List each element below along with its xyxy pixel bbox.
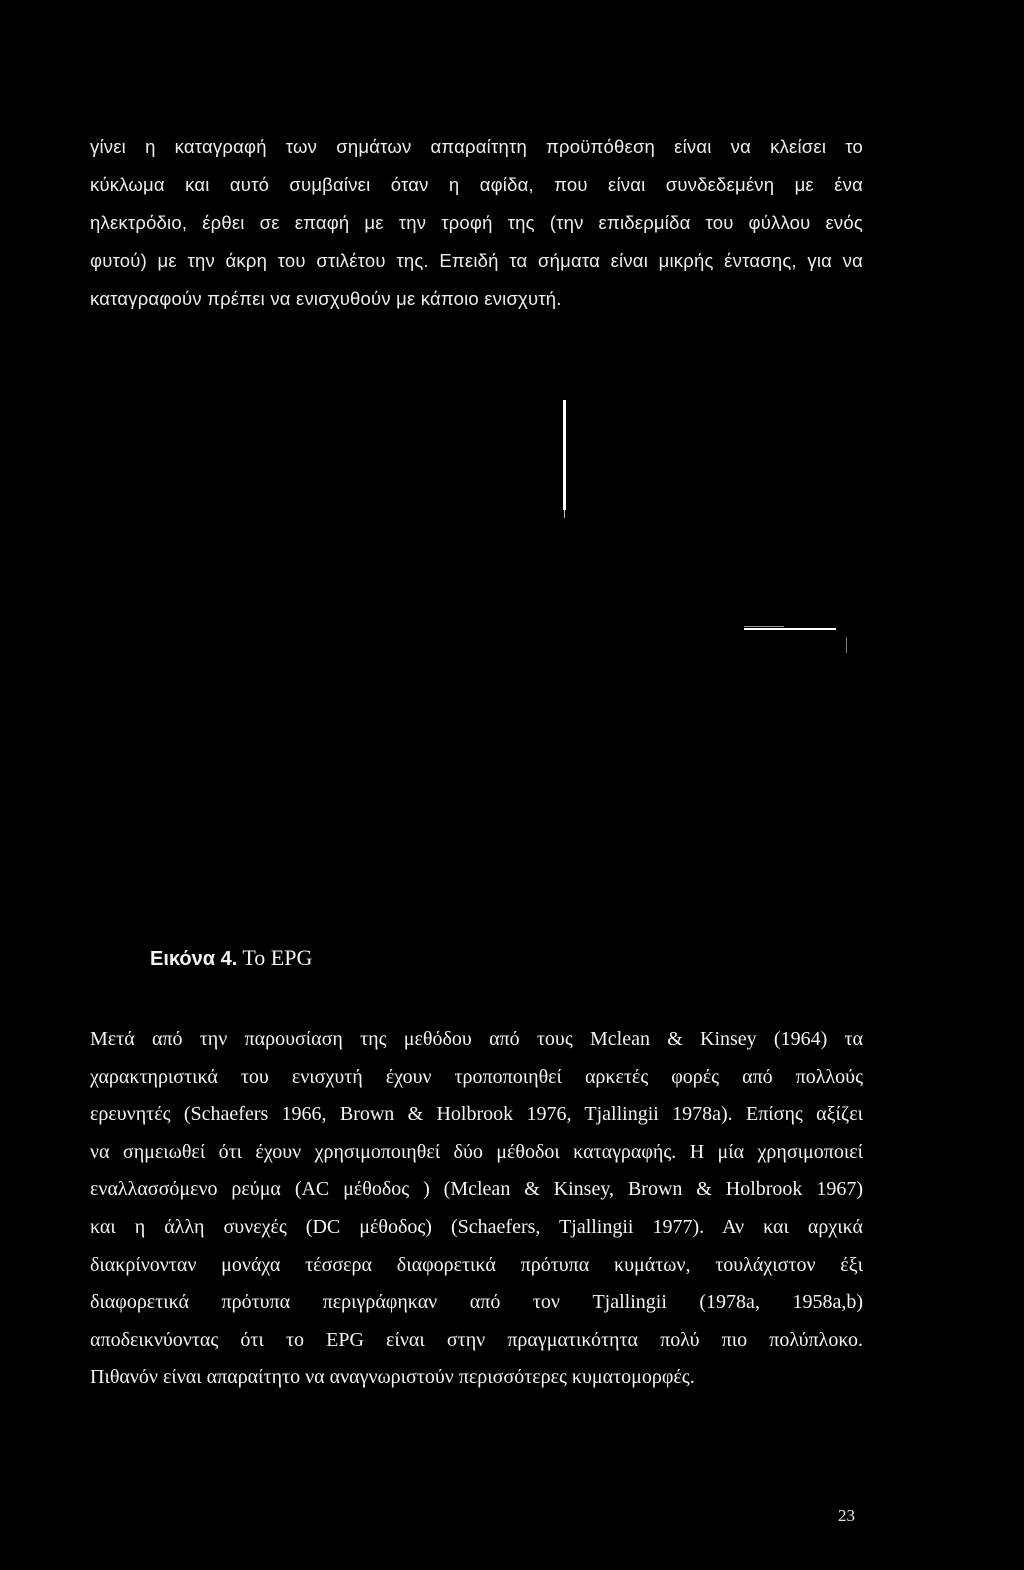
paragraph-line: ερευνητές (Schaefers 1966, Brown & Holbrook 1976, Tjallingii 1978a). Επίσης αξίζει <box>90 1103 863 1126</box>
paragraph-line: να σημειωθεί ότι έχουν χρησιμοποιηθεί δύο μέθοδοι καταγραφής. Η μία χρησιμοποιεί <box>90 1140 863 1163</box>
figure-caption <box>150 945 312 971</box>
paragraph-line: γίνει η καταγραφή των σημάτων απαραίτητη προϋπόθεση είναι να κλείσει το <box>90 136 863 157</box>
caption-title: Το EPG <box>242 945 313 970</box>
waveform-tick-mark <box>846 637 847 653</box>
waveform-trace-faint <box>744 626 784 627</box>
epg-figure-image <box>0 380 1024 940</box>
body-paragraph-1 <box>90 128 863 318</box>
page-number: 23 <box>838 1506 855 1525</box>
waveform-trace-vertical <box>563 400 566 510</box>
caption-label: Εικόνα 4. <box>150 948 238 970</box>
paragraph-line: Μετά από την παρουσίαση της μεθόδου από τους Mclean & Kinsey (1964) τα <box>90 1028 863 1050</box>
paragraph-line: ηλεκτρόδιο, έρθει σε επαφή με την τροφή της (την επιδερμίδα του φύλλου ενός <box>90 212 863 233</box>
paragraph-line: διαφορετικά πρότυπα περιγράφηκαν από τον Tjallingii (1978a, 1958a,b) <box>90 1291 863 1314</box>
paragraph-line: αποδεικνύοντας ότι το EPG είναι στην πραγματικότητα πολύ πιο πολύπλοκο. <box>90 1328 863 1351</box>
paragraph-line: διακρίνονταν μονάχα τέσσερα διαφορετικά πρότυπα κυμάτων, τουλάχιστον έξι <box>90 1253 863 1276</box>
paragraph-line: και η άλλη συνεχές (DC μέθοδος) (Schaefers, Tjallingii 1977). Αν και αρχικά <box>90 1215 863 1238</box>
body-paragraph-2 <box>90 1021 863 1397</box>
paragraph-line: εναλλασσόμενο ρεύμα (AC μέθοδος ) (Mclean & Kinsey, Brown & Holbrook 1967) <box>90 1178 863 1201</box>
paragraph-line: καταγραφούν πρέπει να ενισχυθούν με κάποιο ενισχυτή. <box>90 288 562 309</box>
paragraph-line: Πιθανόν είναι απαραίτητο να αναγνωριστούν περισσότερες κυματομορφές. <box>90 1366 695 1389</box>
paragraph-line: φυτού) με την άκρη του στιλέτου της. Επειδή τα σήματα είναι μικρής έντασης, για να <box>90 250 863 271</box>
paragraph-line: κύκλωμα και αυτό συμβαίνει όταν η αφίδα, που είναι συνδεδεμένη με ένα <box>90 174 863 195</box>
waveform-trace-tail <box>564 510 565 518</box>
waveform-trace-horizontal <box>744 628 836 630</box>
paragraph-line: χαρακτηριστικά του ενισχυτή έχουν τροποποιηθεί αρκετές φορές από πολλούς <box>90 1065 863 1088</box>
